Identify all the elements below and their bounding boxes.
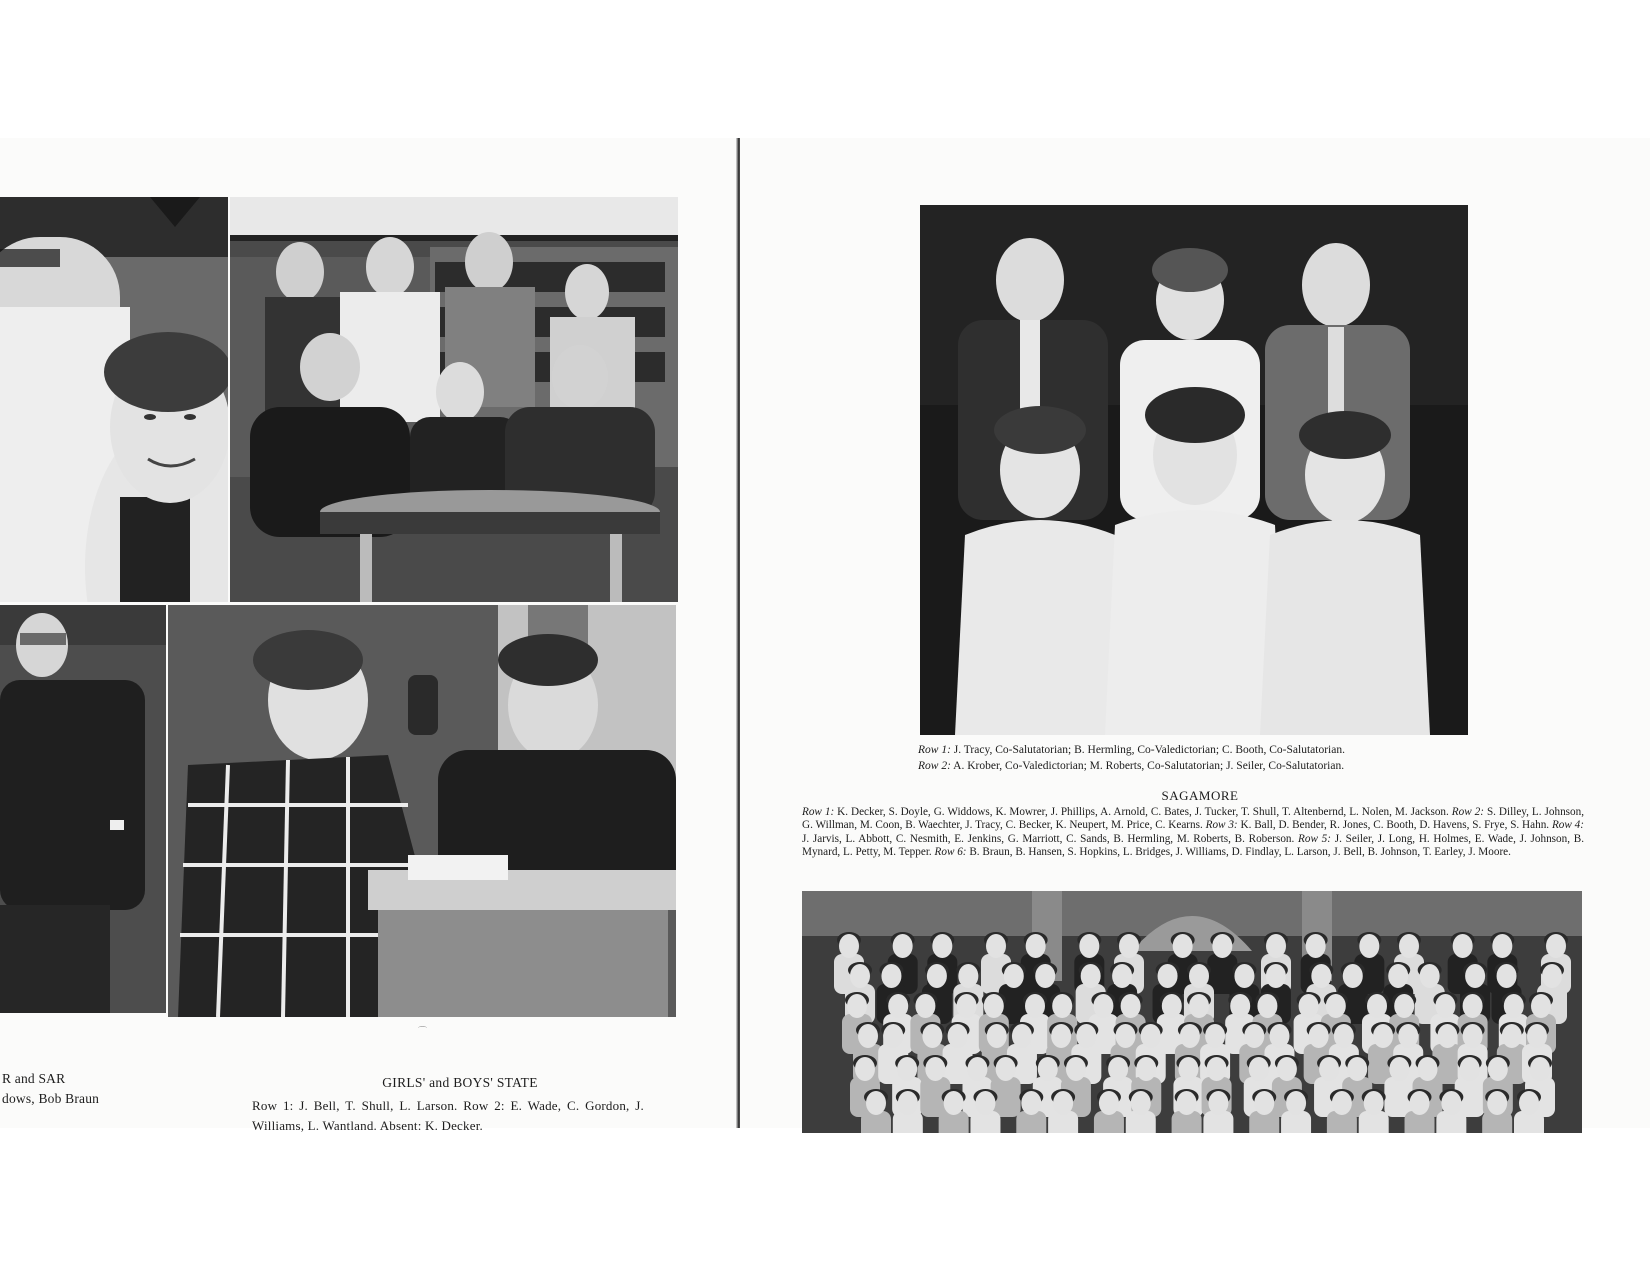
sagamore-row-6-label: Row 6:: [934, 846, 967, 859]
sagamore-row-4-label: Row 4:: [1551, 819, 1584, 832]
sagamore-row-1-text: K. Decker, S. Doyle, G. Widdows, K. Mowrer, J. Phillips, A. Arnold, C. Bates, J. Tucker, T. Shull, T. Altenbernd, L. Nolen, M. Jackson.: [834, 806, 1452, 818]
page-mark: ⌒: [418, 1026, 428, 1036]
photo-couple-portrait: [0, 197, 228, 602]
honors-row-1-text: J. Tracy, Co-Salutatorian; B. Hermling, Co-Valedictorian; C. Booth, Co-Salutatorian.: [950, 744, 1345, 756]
honors-row-2: [918, 758, 1478, 774]
left-caption-line2: dows, Bob Braun: [2, 1091, 100, 1106]
photo-sagamore-staff: [802, 891, 1582, 1133]
honors-row-2-label: Row 2:: [918, 760, 951, 772]
honors-caption: [918, 742, 1478, 774]
photo-honors-students: [920, 205, 1468, 735]
honors-row-1: [918, 742, 1478, 758]
honors-row-1-label: Row 1:: [918, 744, 951, 756]
honors-row-2-text: A. Krober, Co-Valedictorian; M. Roberts, Co-Salutatorian; J. Seiler, Co-Salutatorian.: [950, 760, 1345, 772]
photo-library-group: [230, 197, 678, 602]
photo-couple-at-desk: [168, 605, 676, 1017]
sagamore-row-4-text: J. Jarvis, L. Abbott, C. Nesmith, E. Jenkins, G. Marriott, C. Sands, B. Hermling, M. Roberts, B. Roberson.: [802, 832, 1299, 845]
photo-standing-boy: [0, 605, 166, 1013]
left-caption: [2, 1069, 132, 1109]
left-caption-line1: R and SAR: [2, 1071, 66, 1086]
sagamore-roster: [802, 806, 1584, 860]
sagamore-row-3-label: Row 3:: [1205, 819, 1238, 832]
state-caption-body: Row 1: J. Bell, T. Shull, L. Larson. Row 2: E. Wade, C. Gordon, J. Williams, L. Wantland. Absent: K. Decker.: [252, 1098, 644, 1133]
sagamore-row-6-text: B. Braun, B. Hansen, S. Hopkins, L. Bridges, J. Williams, D. Findlay, L. Larson, J. Bell, B. Johnson, T. Earley, J. Moore.: [966, 846, 1511, 859]
sagamore-row-2-text: S. Dilley, L. Johnson, G. Willman, M. Coon, B. Waechter, J. Tracy, C. Becker, K. Neupert, M. Price, C. Kearns.: [802, 806, 1585, 832]
state-caption-title: GIRLS' and BOYS' STATE: [382, 1075, 538, 1090]
sagamore-row-1-label: Row 1:: [802, 806, 835, 818]
sagamore-row-3-text: K. Ball, D. Bender, R. Jones, C. Booth, D. Havens, S. Frye, S. Hahn.: [1237, 819, 1552, 832]
sagamore-row-5-text: J. Seiler, J. Long, H. Holmes, E. Wade, J. Johnson, B. Mynard, L. Petty, M. Tepper.: [802, 832, 1584, 859]
sagamore-row-5-label: Row 5:: [1298, 832, 1331, 845]
sagamore-row-2-label: Row 2:: [1451, 806, 1484, 818]
sagamore-title: SAGAMORE: [1161, 788, 1239, 803]
